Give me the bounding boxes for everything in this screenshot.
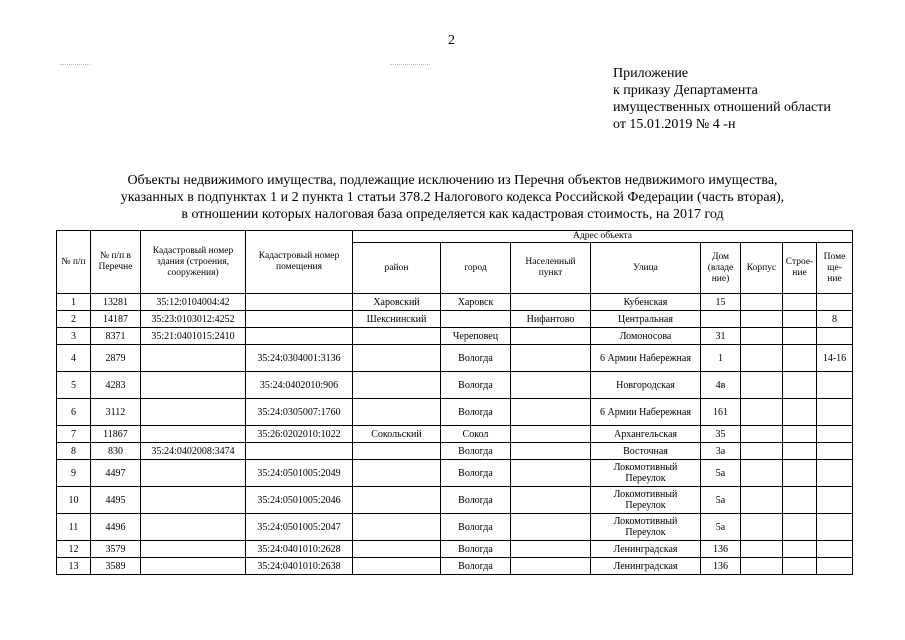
cell-locality (511, 514, 591, 541)
cell-city: Вологда (441, 487, 511, 514)
table-row (57, 294, 853, 311)
cell-num: 12 (57, 541, 91, 558)
cell-house: 5а (701, 460, 741, 487)
cell-num: 7 (57, 426, 91, 443)
cell-num: 8 (57, 443, 91, 460)
cell-room: 14-16 (817, 345, 853, 372)
cell-building: 35:24:0402008:3474 (141, 443, 246, 460)
cell-room (817, 558, 853, 575)
cell-premises: 35:24:0501005:2049 (246, 460, 353, 487)
scan-speckle (60, 64, 90, 66)
header-room: Поме ще- ние (817, 243, 853, 294)
cell-building (141, 541, 246, 558)
header-street: Улица (591, 243, 701, 294)
cell-num: 6 (57, 399, 91, 426)
cell-room (817, 399, 853, 426)
cell-house (701, 311, 741, 328)
cell-premises: 35:24:0501005:2046 (246, 487, 353, 514)
cell-city: Вологда (441, 443, 511, 460)
cell-street: Локомотивный Переулок (591, 487, 701, 514)
cell-district (353, 541, 441, 558)
cell-house: 15 (701, 294, 741, 311)
table-row (57, 372, 853, 399)
cell-stroenie (783, 460, 817, 487)
cell-locality (511, 294, 591, 311)
header-address: Адрес объекта (353, 231, 853, 243)
cell-street: Ленинградская (591, 541, 701, 558)
cell-list: 13281 (91, 294, 141, 311)
cell-korpus (741, 311, 783, 328)
cell-stroenie (783, 487, 817, 514)
cell-building (141, 514, 246, 541)
cell-premises (246, 328, 353, 345)
cell-locality (511, 426, 591, 443)
cell-city: Вологда (441, 345, 511, 372)
cell-num: 9 (57, 460, 91, 487)
table-row (57, 487, 853, 514)
cell-korpus (741, 345, 783, 372)
title-line: указанных в подпунктах 1 и 2 пункта 1 статьи 378.2 Налогового кодекса Российской Федерации (часть вторая), (120, 190, 785, 205)
cell-room (817, 514, 853, 541)
cell-premises (246, 443, 353, 460)
cell-city: Череповец (441, 328, 511, 345)
cell-district (353, 460, 441, 487)
cell-building: 35:21:0401015:2410 (141, 328, 246, 345)
cell-building (141, 399, 246, 426)
header-list-num: № п/п в Перечне (91, 231, 141, 294)
objects-table (56, 230, 853, 575)
table-row (57, 399, 853, 426)
cell-locality (511, 558, 591, 575)
cell-district (353, 514, 441, 541)
cell-house: 31 (701, 328, 741, 345)
cell-building (141, 426, 246, 443)
cell-building: 35:12:0104004:42 (141, 294, 246, 311)
cell-city: Вологда (441, 514, 511, 541)
cell-city: Вологда (441, 399, 511, 426)
cell-korpus (741, 328, 783, 345)
cell-locality (511, 487, 591, 514)
cell-num: 10 (57, 487, 91, 514)
cell-house: 5а (701, 514, 741, 541)
cell-room (817, 294, 853, 311)
cell-room (817, 541, 853, 558)
cell-room (817, 443, 853, 460)
cell-stroenie (783, 372, 817, 399)
table-row (57, 345, 853, 372)
cell-house: 136 (701, 558, 741, 575)
cell-num: 3 (57, 328, 91, 345)
cell-stroenie (783, 294, 817, 311)
cell-stroenie (783, 328, 817, 345)
cell-district (353, 487, 441, 514)
cell-locality (511, 460, 591, 487)
cell-korpus (741, 372, 783, 399)
cell-stroenie (783, 514, 817, 541)
appendix-line: к приказу Департамента (613, 83, 758, 98)
cell-korpus (741, 514, 783, 541)
cell-num: 1 (57, 294, 91, 311)
header-building: Кадастровый номер здания (строения, сооружения) (141, 231, 246, 294)
appendix-line: Приложение (613, 66, 689, 81)
cell-list: 3112 (91, 399, 141, 426)
cell-house: 35 (701, 426, 741, 443)
cell-house: 136 (701, 541, 741, 558)
cell-district (353, 345, 441, 372)
table-row (57, 541, 853, 558)
cell-num: 5 (57, 372, 91, 399)
header-city: город (441, 243, 511, 294)
cell-korpus (741, 487, 783, 514)
cell-room (817, 328, 853, 345)
title-line: Объекты недвижимого имущества, подлежащие исключению из Перечня объектов недвижимого имущества, (127, 173, 778, 188)
cell-premises: 35:24:0304001:3136 (246, 345, 353, 372)
table-row (57, 443, 853, 460)
table-row (57, 558, 853, 575)
cell-list: 4497 (91, 460, 141, 487)
cell-room (817, 487, 853, 514)
cell-street: Восточная (591, 443, 701, 460)
cell-list: 2879 (91, 345, 141, 372)
cell-list: 8371 (91, 328, 141, 345)
title-line: в отношении которых налоговая база определяется как кадастровая стоимость, на 2017 год (181, 207, 724, 222)
table-row (57, 460, 853, 487)
cell-district: Сокольский (353, 426, 441, 443)
cell-list: 4495 (91, 487, 141, 514)
cell-premises: 35:26:0202010:1022 (246, 426, 353, 443)
cell-list: 3589 (91, 558, 141, 575)
cell-locality (511, 372, 591, 399)
cell-locality (511, 328, 591, 345)
cell-district (353, 372, 441, 399)
cell-korpus (741, 399, 783, 426)
cell-premises: 35:24:0305007:1760 (246, 399, 353, 426)
cell-stroenie (783, 558, 817, 575)
cell-street: 6 Армии Набережная (591, 399, 701, 426)
cell-district: Шекснинский (353, 311, 441, 328)
cell-house: 4в (701, 372, 741, 399)
header-house: Дом (владе ние) (701, 243, 741, 294)
cell-building (141, 487, 246, 514)
cell-list: 4283 (91, 372, 141, 399)
cell-num: 11 (57, 514, 91, 541)
cell-city: Вологда (441, 372, 511, 399)
cell-stroenie (783, 541, 817, 558)
cell-locality: Нифантово (511, 311, 591, 328)
cell-street: Новгородская (591, 372, 701, 399)
cell-locality (511, 541, 591, 558)
cell-house: 5а (701, 487, 741, 514)
appendix-block (613, 65, 831, 133)
cell-premises: 35:24:0501005:2047 (246, 514, 353, 541)
cell-building (141, 345, 246, 372)
cell-premises: 35:24:0401010:2638 (246, 558, 353, 575)
cell-korpus (741, 460, 783, 487)
document-title (40, 172, 865, 223)
header-district: район (353, 243, 441, 294)
cell-house: 1 (701, 345, 741, 372)
cell-district (353, 328, 441, 345)
cell-locality (511, 399, 591, 426)
cell-city (441, 311, 511, 328)
cell-city: Вологда (441, 558, 511, 575)
header-premises: Кадастровый номер помещения (246, 231, 353, 294)
cell-stroenie (783, 426, 817, 443)
cell-num: 13 (57, 558, 91, 575)
cell-building (141, 372, 246, 399)
page-number: 2 (448, 33, 455, 48)
table-row (57, 311, 853, 328)
appendix-line: от 15.01.2019 № 4 -н (613, 117, 736, 132)
cell-num: 4 (57, 345, 91, 372)
cell-street: Ломоносова (591, 328, 701, 345)
cell-num: 2 (57, 311, 91, 328)
cell-locality (511, 345, 591, 372)
cell-house: 161 (701, 399, 741, 426)
cell-street: Локомотивный Переулок (591, 460, 701, 487)
cell-street: Локомотивный Переулок (591, 514, 701, 541)
cell-room: 8 (817, 311, 853, 328)
cell-street: Центральная (591, 311, 701, 328)
cell-room (817, 372, 853, 399)
cell-building (141, 460, 246, 487)
table-row (57, 328, 853, 345)
cell-korpus (741, 294, 783, 311)
cell-building (141, 558, 246, 575)
cell-list: 14187 (91, 311, 141, 328)
appendix-line: имущественных отношений области (613, 100, 831, 115)
cell-stroenie (783, 311, 817, 328)
cell-district: Харовский (353, 294, 441, 311)
cell-stroenie (783, 399, 817, 426)
cell-list: 11867 (91, 426, 141, 443)
cell-city: Вологда (441, 460, 511, 487)
cell-street: Архангельская (591, 426, 701, 443)
cell-district (353, 443, 441, 460)
cell-street: 6 Армии Набережная (591, 345, 701, 372)
cell-premises (246, 294, 353, 311)
cell-room (817, 426, 853, 443)
header-korpus: Корпус (741, 243, 783, 294)
cell-list: 830 (91, 443, 141, 460)
cell-district (353, 399, 441, 426)
cell-korpus (741, 558, 783, 575)
header-num: № п/п (57, 231, 91, 294)
cell-korpus (741, 426, 783, 443)
table-row (57, 514, 853, 541)
cell-list: 4496 (91, 514, 141, 541)
cell-city: Харовск (441, 294, 511, 311)
table-row (57, 426, 853, 443)
cell-house: 3а (701, 443, 741, 460)
cell-city: Вологда (441, 541, 511, 558)
cell-premises: 35:24:0402010:906 (246, 372, 353, 399)
cell-premises (246, 311, 353, 328)
header-locality: Населенный пункт (511, 243, 591, 294)
scan-speckle (390, 64, 430, 66)
cell-korpus (741, 541, 783, 558)
cell-building: 35:23:0103012:4252 (141, 311, 246, 328)
cell-stroenie (783, 345, 817, 372)
cell-korpus (741, 443, 783, 460)
cell-street: Ленинградская (591, 558, 701, 575)
cell-room (817, 460, 853, 487)
cell-stroenie (783, 443, 817, 460)
cell-district (353, 558, 441, 575)
cell-city: Сокол (441, 426, 511, 443)
cell-locality (511, 443, 591, 460)
cell-street: Кубенская (591, 294, 701, 311)
header-stroenie: Строе- ние (783, 243, 817, 294)
cell-premises: 35:24:0401010:2628 (246, 541, 353, 558)
cell-list: 3579 (91, 541, 141, 558)
